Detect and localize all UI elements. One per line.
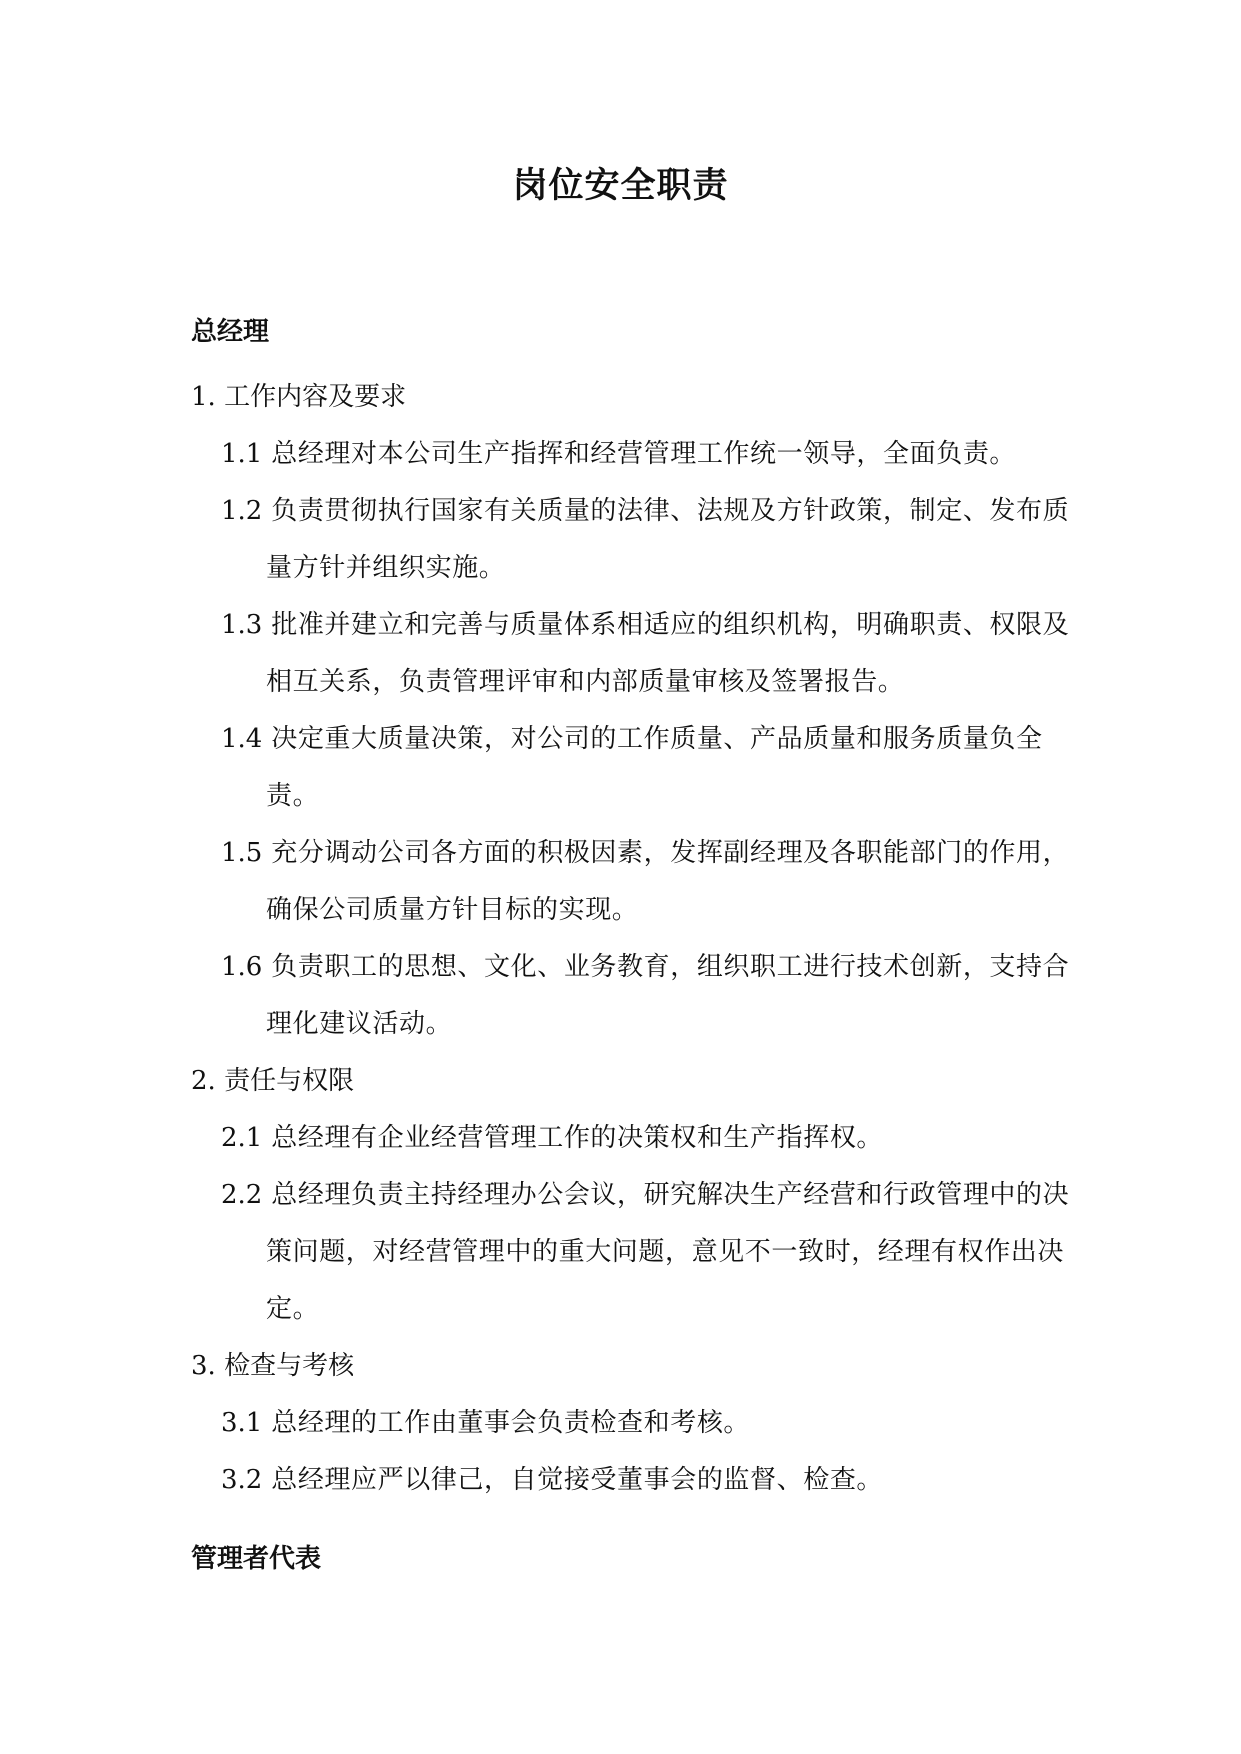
clause-text: 总经理的工作由董事会负责检查和考核。 xyxy=(271,1408,751,1438)
clause-1-6 xyxy=(191,939,1071,1053)
clause-number: 3.2 xyxy=(221,1465,263,1495)
section-heading-management-representative: 管理者代表 xyxy=(191,1544,322,1574)
clause-2-1 xyxy=(191,1110,1071,1167)
document-title: 岗位安全职责 xyxy=(512,166,729,206)
clause-text: 负责贯彻执行国家有关质量的法律、法规及方针政策，制定、发布质量方针并组织实施。 xyxy=(266,496,1070,583)
clause-1-3 xyxy=(191,597,1071,711)
clause-number: 1.2 xyxy=(221,496,263,526)
clause-1-2 xyxy=(191,483,1071,597)
clause-text: 总经理应严以律己，自觉接受董事会的监督、检查。 xyxy=(271,1465,884,1495)
clause-number: 1.5 xyxy=(221,838,263,868)
clause-number: 1.6 xyxy=(221,952,263,982)
group-work-content xyxy=(191,369,1071,1053)
clause-number: 3.1 xyxy=(221,1408,263,1438)
clause-text: 充分调动公司各方面的积极因素，发挥副经理及各职能部门的作用，确保公司质量方针目标的实现。 xyxy=(266,838,1070,925)
section-heading-general-manager: 总经理 xyxy=(191,317,270,347)
clause-3-1 xyxy=(191,1395,1071,1452)
clause-text: 批准并建立和完善与质量体系相适应的组织机构，明确职责、权限及相互关系，负责管理评审和内部质量审核及签署报告。 xyxy=(266,610,1070,697)
document-body xyxy=(191,312,1071,1579)
clause-text: 总经理对本公司生产指挥和经营管理工作统一领导，全面负责。 xyxy=(271,439,1017,469)
clause-1-4 xyxy=(191,711,1071,825)
clause-1-5 xyxy=(191,825,1071,939)
group-inspection-assessment xyxy=(191,1338,1071,1509)
group-title: 3. 检查与考核 xyxy=(191,1351,355,1381)
group-responsibility-authority xyxy=(191,1053,1071,1338)
clause-text: 总经理有企业经营管理工作的决策权和生产指挥权。 xyxy=(271,1123,884,1153)
clause-1-1 xyxy=(191,426,1071,483)
clause-3-2 xyxy=(191,1452,1071,1509)
clause-number: 1.4 xyxy=(221,724,263,754)
group-title: 2. 责任与权限 xyxy=(191,1066,355,1096)
clause-number: 2.2 xyxy=(221,1180,263,1210)
clause-number: 1.1 xyxy=(221,439,263,469)
clause-text: 总经理负责主持经理办公会议，研究解决生产经营和行政管理中的决策问题，对经营管理中的重大问题，意见不一致时，经理有权作出决定。 xyxy=(266,1180,1070,1324)
group-title: 1. 工作内容及要求 xyxy=(191,382,407,412)
clause-number: 2.1 xyxy=(221,1123,263,1153)
clause-2-2 xyxy=(191,1167,1071,1338)
clause-number: 1.3 xyxy=(221,610,263,640)
clause-text: 负责职工的思想、文化、业务教育，组织职工进行技术创新，支持合理化建议活动。 xyxy=(266,952,1070,1039)
clause-text: 决定重大质量决策，对公司的工作质量、产品质量和服务质量负全责。 xyxy=(266,724,1043,811)
